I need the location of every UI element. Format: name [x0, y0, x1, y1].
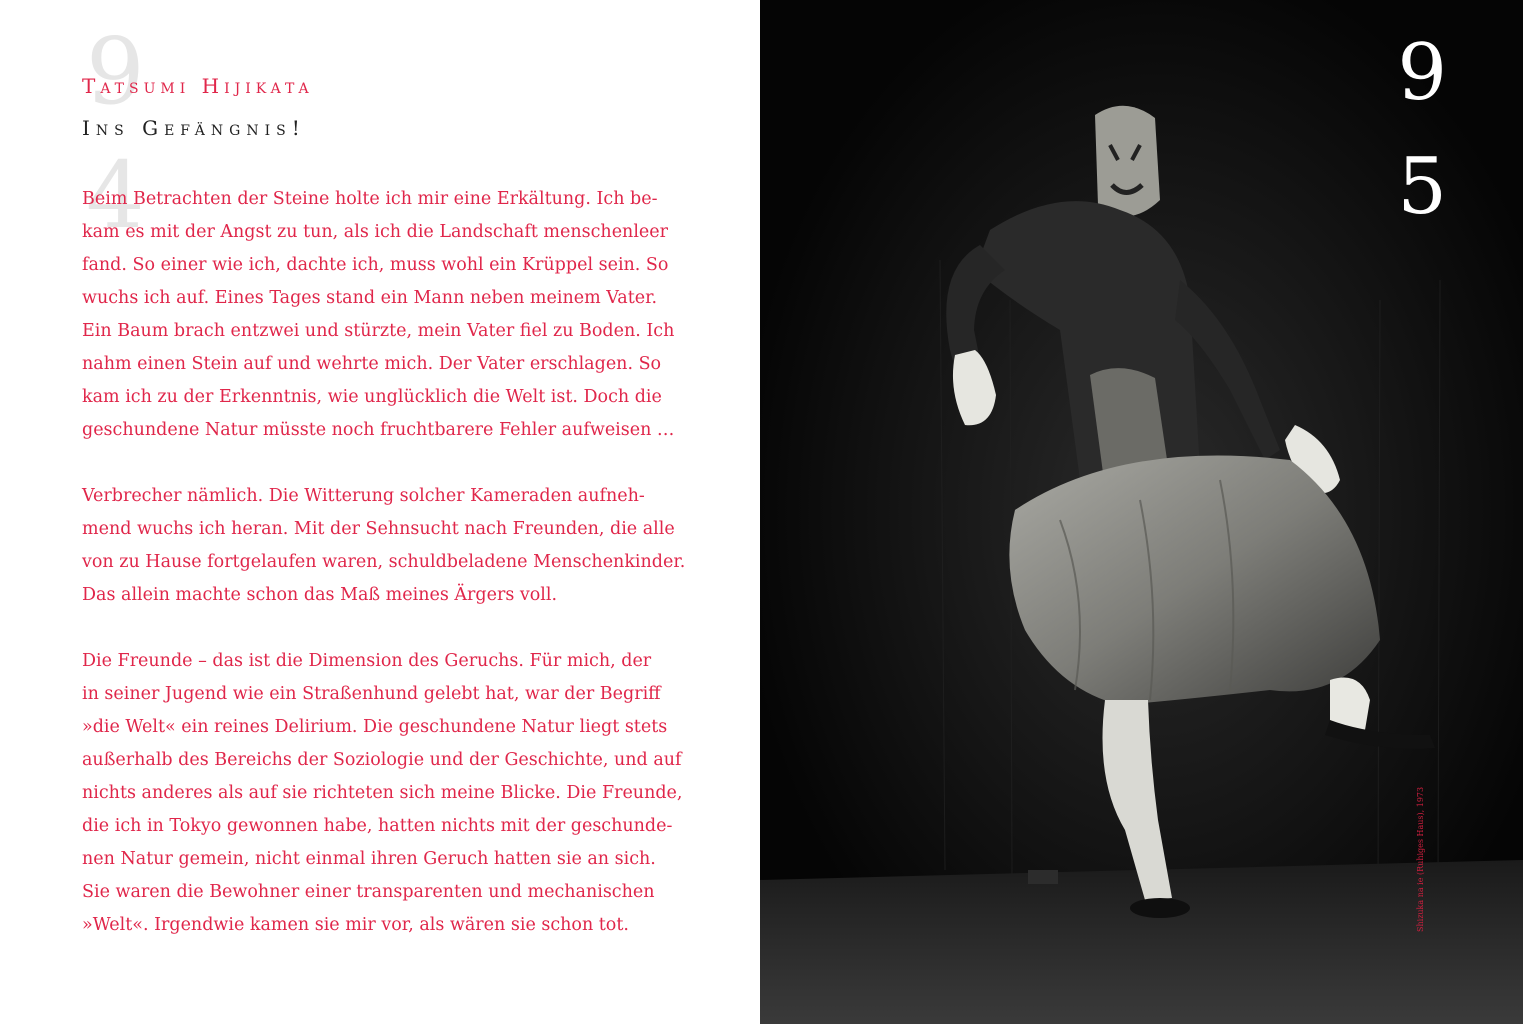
ghost-digit-top: 9 — [86, 18, 145, 125]
left-page — [0, 0, 760, 1024]
text-line: von zu Hause fortgelaufen waren, schuldbeladene Menschenkinder. — [82, 552, 686, 572]
paragraph-3 — [82, 645, 702, 942]
text-line: »die Welt« ein reines Delirium. Die geschundene Natur liegt stets — [82, 717, 668, 737]
text-line: nahm einen Stein auf und wehrte mich. Der Vater erschlagen. So — [82, 354, 662, 374]
text-line: Verbrecher nämlich. Die Witterung solcher Kameraden aufneh- — [82, 486, 645, 506]
text-line: nichts anderes als auf sie richteten sich meine Blicke. Die Freunde, — [82, 783, 683, 803]
text-line: die ich in Tokyo gewonnen habe, hatten nichts mit der geschunde- — [82, 816, 673, 836]
ghost-digit-bottom: 4 — [86, 142, 145, 249]
paragraph-2 — [82, 480, 702, 612]
text-line: wuchs ich auf. Eines Tages stand ein Mann neben meinem Vater. — [82, 288, 658, 308]
text-line: geschundene Natur müsste noch fruchtbarere Fehler aufweisen … — [82, 420, 675, 440]
chapter-title: Ins Gefängnis! — [82, 116, 306, 140]
author-name: Tatsumi Hijikata — [82, 74, 314, 98]
text-line: Das allein machte schon das Maß meines Ärgers voll. — [82, 585, 558, 605]
text-line: Beim Betrachten der Steine holte ich mir eine Erkältung. Ich be- — [82, 189, 658, 209]
text-line: Die Freunde – das ist die Dimension des Geruchs. Für mich, der — [82, 651, 652, 671]
text-line: mend wuchs ich heran. Mit der Sehnsucht nach Freunden, die alle — [82, 519, 675, 539]
text-line: Sie waren die Bewohner einer transparenten und mechanischen — [82, 882, 655, 902]
page-number-digit-2: 5 — [1397, 142, 1447, 232]
page-number-digit-1: 9 — [1397, 28, 1447, 118]
text-line: »Welt«. Irgendwie kamen sie mir vor, als wären sie schon tot. — [82, 915, 629, 935]
paragraph-1 — [82, 183, 702, 447]
text-line: fand. So einer wie ich, dachte ich, muss wohl ein Krüppel sein. So — [82, 255, 669, 275]
text-line: kam ich zu der Erkenntnis, wie unglücklich die Welt ist. Doch die — [82, 387, 662, 407]
body-text — [82, 183, 702, 975]
text-line: Ein Baum brach entzwei und stürzte, mein Vater fiel zu Boden. Ich — [82, 321, 675, 341]
text-line: kam es mit der Angst zu tun, als ich die Landschaft menschenleer — [82, 222, 668, 242]
photo-caption: Shizuka na ie (Ruhiges Haus), 1973 — [1416, 786, 1425, 932]
text-line: in seiner Jugend wie ein Straßenhund gelebt hat, war der Begriff — [82, 684, 661, 704]
text-line: nen Natur gemein, nicht einmal ihren Geruch hatten sie an sich. — [82, 849, 656, 869]
text-line: außerhalb des Bereichs der Soziologie und der Geschichte, und auf — [82, 750, 682, 770]
